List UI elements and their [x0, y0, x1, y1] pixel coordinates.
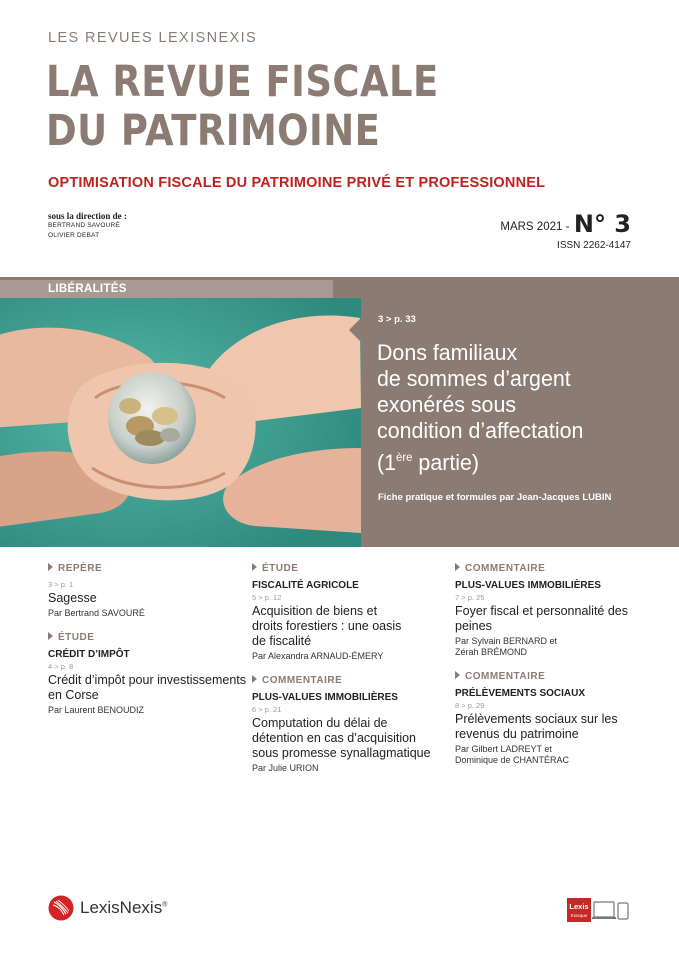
article-title: Sagesse — [48, 591, 97, 605]
series-label: LES REVUES LEXISNEXIS — [48, 30, 258, 46]
toc-column-3 — [455, 563, 635, 779]
direction-label: sous la direction de : — [48, 211, 127, 221]
triangle-icon — [455, 671, 460, 679]
article-title: Foyer fiscal et personnalité des peines — [455, 604, 629, 633]
journal-subtitle: OPTIMISATION FISCALE DU PATRIMOINE PRIVÉ ET PROFESSIONNEL — [48, 175, 546, 191]
headline-line: exonérés sous — [377, 392, 517, 417]
article-title: Computation du délai de détention en cas d’acquisition sous promesse synallagmatique — [252, 716, 431, 760]
toc-entry[interactable] — [455, 671, 635, 766]
section-heading: COMMENTAIRE — [252, 675, 432, 686]
lexisnexis-logo — [48, 895, 167, 921]
lexisnexis-wordmark: LexisNexis® — [80, 898, 168, 917]
page-ref: 4 > p. 8 — [48, 662, 74, 671]
feature-byline: Fiche pratique et formules par Jean-Jacques LUBIN — [378, 492, 612, 503]
article-category: PRÉLÈVEMENTS SOCIAUX — [455, 688, 586, 699]
triangle-icon — [252, 675, 257, 683]
title-line-1: LA REVUE FISCALE — [46, 57, 439, 107]
kiosque-devices-icon — [567, 897, 631, 923]
director-name: BERTRAND SAVOURÉ — [48, 222, 120, 229]
section-heading: COMMENTAIRE — [455, 671, 635, 682]
article-category: PLUS-VALUES IMMOBILIÈRES — [252, 692, 398, 703]
headline-superscript: ère — [396, 450, 413, 464]
article-author: Par Gilbert LADREYT et Dominique de CHANTÉRAC — [455, 744, 570, 765]
pointer-notch — [349, 318, 361, 342]
issue-number: N° 3 — [573, 210, 631, 238]
headline-line — [377, 444, 653, 476]
section-heading: ÉTUDE — [252, 563, 432, 574]
headline-line: de sommes d’argent — [377, 366, 571, 391]
journal-title — [46, 58, 439, 156]
article-author: Par Alexandra ARNAUD-ÉMERY — [252, 651, 384, 661]
page-ref: 5 > p. 12 — [252, 593, 282, 602]
lexisnexis-emblem-icon — [48, 895, 74, 921]
page-ref: 7 > p. 25 — [455, 593, 485, 602]
headline-line: condition d’affectation — [377, 418, 584, 443]
triangle-icon — [48, 563, 53, 571]
title-line-2: DU PATRIMOINE — [46, 106, 381, 156]
toc-entry[interactable] — [252, 563, 432, 662]
feature-page-ref: 3 > p. 33 — [378, 314, 416, 325]
article-category: CRÉDIT D’IMPÔT — [48, 649, 130, 660]
issue-date: MARS 2021 - — [500, 221, 570, 233]
article-title: Acquisition de biens et droits forestiers : une oasis de fiscalité — [252, 604, 402, 648]
feature-photo — [0, 298, 361, 547]
article-author: Par Laurent BENOUDIZ — [48, 705, 145, 715]
headline-part: (1 — [377, 450, 397, 475]
section-heading: REPÈRE — [48, 563, 248, 574]
toc-entry[interactable] — [455, 563, 635, 658]
article-title: Prélèvements sociaux sur les revenus du patrimoine — [455, 712, 618, 741]
page-ref: 6 > p. 21 — [252, 705, 282, 714]
article-author: Par Julie URION — [252, 763, 319, 773]
toc-column-1 — [48, 563, 248, 729]
headline-line: Dons familiaux — [377, 340, 518, 365]
kiosque-label: Lexis — [569, 902, 589, 911]
section-heading: COMMENTAIRE — [455, 563, 635, 574]
toc-entry[interactable] — [48, 563, 248, 619]
lexis-kiosque-logo — [567, 897, 631, 928]
page-ref: 3 > p. 1 — [48, 580, 74, 589]
hands-with-coin-jar-image — [0, 298, 361, 547]
director-name: OLIVIER DEBAT — [48, 232, 100, 239]
section-tag: LIBÉRALITÉS — [48, 283, 127, 295]
page-ref: 8 > p. 29 — [455, 701, 485, 710]
direction-block — [48, 211, 127, 241]
toc-entry[interactable] — [252, 675, 432, 774]
feature-headline[interactable] — [377, 340, 653, 476]
article-category: FISCALITÉ AGRICOLE — [252, 580, 359, 591]
issn: ISSN 2262-4147 — [557, 240, 631, 251]
article-author: Par Sylvain BERNARD et Zérah BRÉMOND — [455, 636, 558, 657]
kiosque-label: Kiosque — [570, 913, 588, 918]
triangle-icon — [252, 563, 257, 571]
article-title: Crédit d’impôt pour investissements en Corse — [48, 673, 246, 702]
article-author: Par Bertrand SAVOURÉ — [48, 608, 145, 618]
issue-info — [500, 210, 631, 251]
headline-part: partie) — [412, 450, 480, 475]
triangle-icon — [48, 632, 53, 640]
toc-column-2 — [252, 563, 432, 787]
toc-entry[interactable] — [48, 632, 248, 716]
article-category: PLUS-VALUES IMMOBILIÈRES — [455, 580, 601, 591]
triangle-icon — [455, 563, 460, 571]
section-heading: ÉTUDE — [48, 632, 248, 643]
